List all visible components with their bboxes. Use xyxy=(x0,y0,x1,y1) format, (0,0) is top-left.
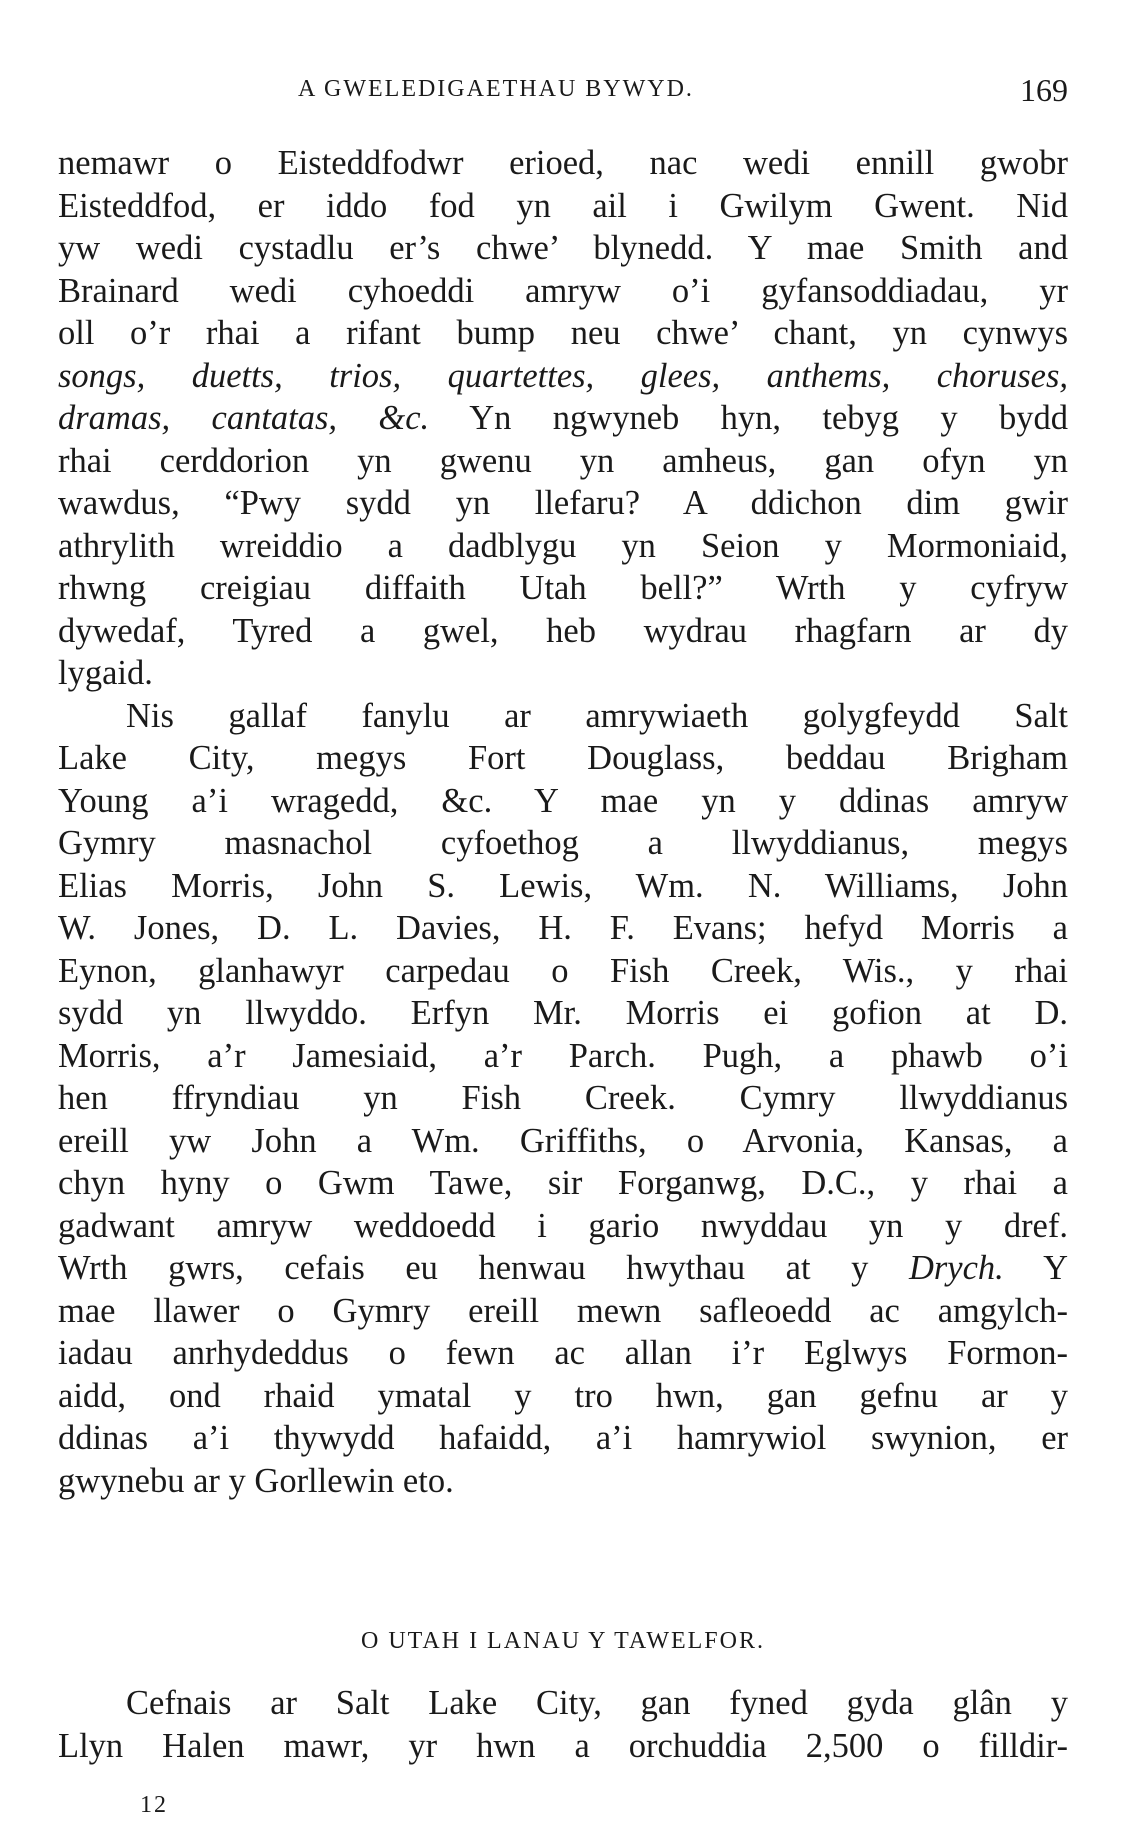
italic-title: Drych. xyxy=(908,1249,1004,1287)
body-text xyxy=(58,142,1068,1502)
text-line: gadwant amryw weddoedd i gario nwyddau yn y dref. xyxy=(58,1206,1068,1245)
text-line: iadau anrhydeddus o fewn ac allan i’r Eglwys Formon- xyxy=(58,1334,1068,1372)
paragraph-2 xyxy=(58,695,1068,1503)
text-line: gwynebu ar y Gorllewin eto. xyxy=(58,1461,454,1500)
text-line xyxy=(58,1247,1068,1290)
text-line: lygaid. xyxy=(58,654,153,692)
text-line: ereill yw John a Wm. Griffiths, o Arvonia, Kansas, a xyxy=(58,1121,1068,1160)
italic-list: dramas, cantatas, &c. xyxy=(58,399,430,437)
paragraph-3 xyxy=(58,1682,1068,1767)
text-line: rhwng creigiau diffaith Utah bell?” Wrth y cyfryw xyxy=(58,569,1068,607)
text-line: rhai cerddorion yn gwenu yn amheus, gan ofyn yn xyxy=(58,441,1068,480)
text-span: Y xyxy=(1003,1249,1068,1287)
book-page xyxy=(58,0,1068,1840)
text-line: athrylith wreiddio a dadblygu yn Seion y Mormoniaid, xyxy=(58,526,1068,565)
page-number: 169 xyxy=(1020,72,1068,108)
text-line: Elias Morris, John S. Lewis, Wm. N. Williams, John xyxy=(58,866,1068,905)
text-span: Wrth gwrs, cefais eu henwau hwythau at y xyxy=(58,1249,909,1287)
text-line: wawdus, “Pwy sydd yn llefaru? A ddichon dim gwir xyxy=(58,484,1068,522)
text-line: nemawr o Eisteddfodwr erioed, nac wedi ennill gwobr xyxy=(58,144,1068,182)
text-line: Eynon, glanhawyr carpedau o Fish Creek, Wis., y rhai xyxy=(58,951,1068,990)
text-line: mae llawer o Gymry ereill mewn safleoedd ac amgylch- xyxy=(58,1291,1068,1330)
running-head xyxy=(58,72,1068,112)
text-line: hen ffryndiau yn Fish Creek. Cymry llwyddianus xyxy=(58,1079,1068,1117)
section-heading: O UTAH I LANAU Y TAWELFOR. xyxy=(361,1628,765,1654)
text-line: Eisteddfod, er iddo fod yn ail i Gwilym Gwent. Nid xyxy=(58,186,1068,225)
text-line: Lake City, megys Fort Douglass, beddau Brigham xyxy=(58,739,1068,777)
text-line: yw wedi cystadlu er’s chwe’ blynedd. Y mae Smith and xyxy=(58,229,1068,267)
text-line: aidd, ond rhaid ymatal y tro hwn, gan gefnu ar y xyxy=(58,1376,1068,1415)
text-line: dywedaf, Tyred a gwel, heb wydrau rhagfarn ar dy xyxy=(58,611,1068,650)
text-line xyxy=(58,397,1068,440)
text-line: chyn hyny o Gwm Tawe, sir Forganwg, D.C., y rhai a xyxy=(58,1164,1068,1202)
text-line: Young a’i wragedd, &c. Y mae yn y ddinas amryw xyxy=(58,781,1068,820)
text-line: W. Jones, D. L. Davies, H. F. Evans; hefyd Morris a xyxy=(58,909,1068,947)
text-line: ddinas a’i thywydd hafaidd, a’i hamrywiol swynion, er xyxy=(58,1419,1068,1457)
text-line: Morris, a’r Jamesiaid, a’r Parch. Pugh, a phawb o’i xyxy=(58,1036,1068,1075)
text-line: Nis gallaf fanylu ar amrywiaeth golygfeydd Salt xyxy=(126,696,1068,735)
text-line: oll o’r rhai a rifant bump neu chwe’ chant, yn cynwys xyxy=(58,314,1068,352)
text-line: Cefnais ar Salt Lake City, gan fyned gyda glân y xyxy=(126,1684,1068,1722)
text-line xyxy=(58,355,1068,398)
signature-mark: 12 xyxy=(140,1792,168,1818)
italic-list: songs, duetts, trios, quartettes, glees, anthems, choruses, xyxy=(58,356,1068,395)
text-span: Yn ngwyneb hyn, tebyg y bydd xyxy=(429,399,1069,437)
text-line: Brainard wedi cyhoeddi amryw o’i gyfansoddiadau, yr xyxy=(58,271,1068,310)
text-line: Llyn Halen mawr, yr hwn a orchuddia 2,500 o filldir- xyxy=(58,1726,1068,1765)
running-title: A GWELEDIGAETHAU BYWYD. xyxy=(298,76,694,102)
text-line: sydd yn llwyddo. Erfyn Mr. Morris ei gofion at D. xyxy=(58,994,1068,1032)
text-line: Gymry masnachol cyfoethog a llwyddianus, megys xyxy=(58,824,1068,862)
paragraph-1 xyxy=(58,142,1068,695)
